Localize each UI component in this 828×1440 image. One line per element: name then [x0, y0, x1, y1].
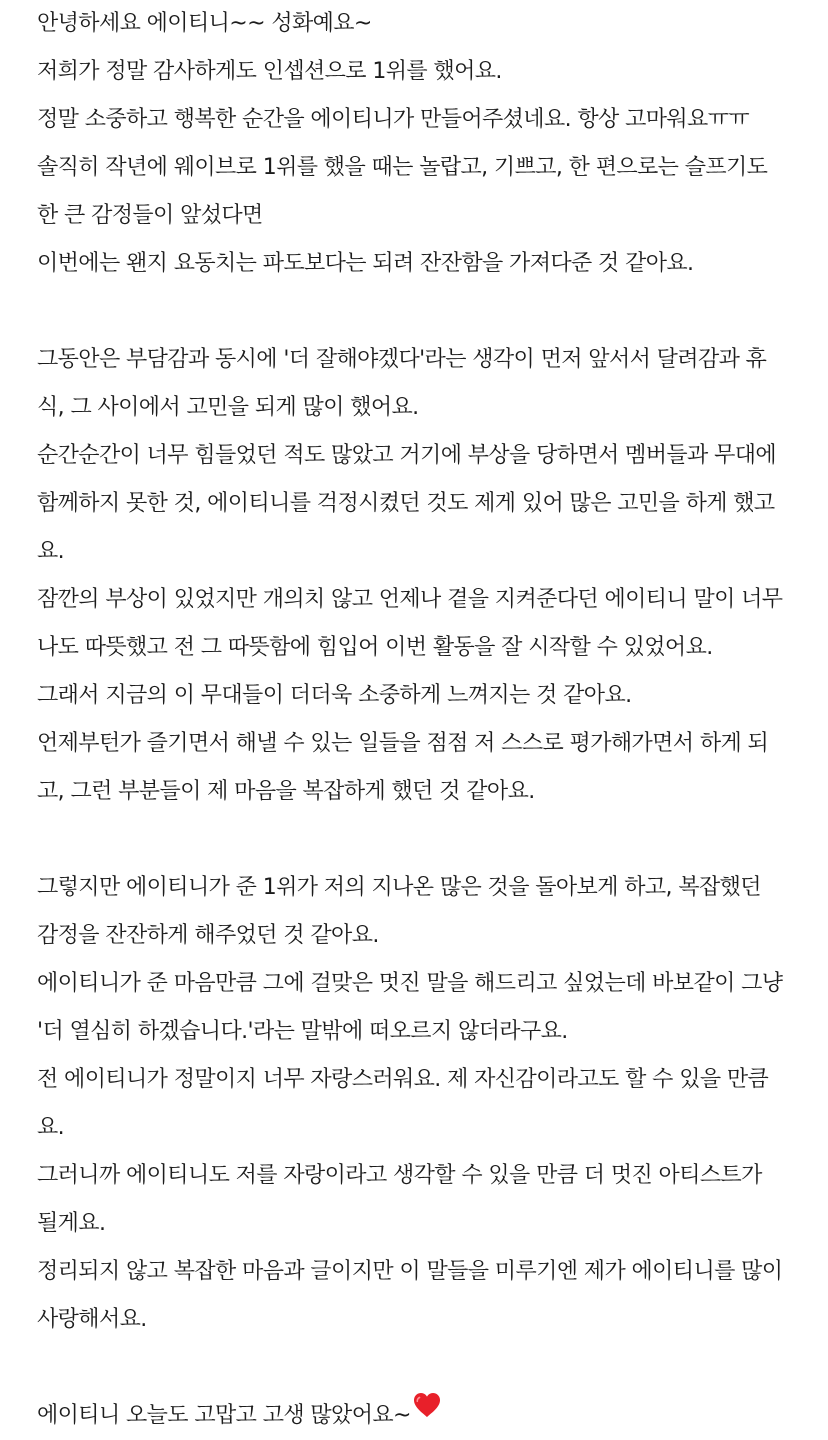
letter-line: 잠깐의 부상이 있었지만 개의치 않고 언제나 곁을 지켜준다던 에이티니 말이 너무: [37, 587, 783, 612]
letter-line: 될게요.: [37, 1211, 106, 1236]
heart-icon: [412, 1389, 442, 1437]
letter-line: 함께하지 못한 것, 에이티니를 걱정시켰던 것도 제게 있어 많은 고민을 하게 했고: [37, 491, 775, 516]
paragraph-gap: [37, 288, 807, 336]
letter-line: 순간순간이 너무 힘들었던 적도 많았고 거기에 부상을 당하면서 멤버들과 무대에: [37, 443, 777, 468]
paragraph-gap: [37, 816, 807, 864]
letter-line: 언제부턴가 즐기면서 해낼 수 있는 일들을 점점 저 스스로 평가해가면서 하게 되: [37, 731, 769, 756]
letter-line: 그동안은 부담감과 동시에 '더 잘해야겠다'라는 생각이 먼저 앞서서 달려감과 휴: [37, 347, 767, 372]
letter-line: 솔직히 작년에 웨이브로 1위를 했을 때는 놀랍고, 기쁘고, 한 편으로는 슬프기도: [37, 155, 768, 180]
letter-line: 정리되지 않고 복잡한 마음과 글이지만 이 말들을 미루기엔 제가 에이티니를 많이: [37, 1259, 783, 1284]
letter-line: 감정을 잔잔하게 해주었던 것 같아요.: [37, 923, 379, 948]
letter-line: 그러니까 에이티니도 저를 자랑이라고 생각할 수 있을 만큼 더 멋진 아티스트가: [37, 1163, 762, 1188]
letter-line: 그렇지만 에이티니가 준 1위가 저의 지나온 많은 것을 돌아보게 하고, 복잡했던: [37, 875, 761, 900]
letter-line: 한 큰 감정들이 앞섰다면: [37, 203, 263, 228]
letter-line: 안녕하세요 에이티니~~ 성화예요~: [37, 11, 372, 36]
letter-line: 요.: [37, 1115, 65, 1140]
letter-line: 요.: [37, 539, 65, 564]
closing-text: 에이티니 오늘도 고맙고 고생 많았어요~: [37, 1403, 411, 1428]
letter-line: '더 열심히 하겠습니다.'라는 말밖에 떠오르지 않더라구요.: [37, 1019, 568, 1044]
letter-line: 나도 따뜻했고 전 그 따뜻함에 힘입어 이번 활동을 잘 시작할 수 있었어요.: [37, 635, 713, 660]
letter-line: 에이티니가 준 마음만큼 그에 걸맞은 멋진 말을 해드리고 싶었는데 바보같이 그냥: [37, 971, 783, 996]
paragraph-gap: [37, 1344, 807, 1392]
letter-line: 사랑해서요.: [37, 1307, 147, 1332]
letter-line: 정말 소중하고 행복한 순간을 에이티니가 만들어주셨네요. 항상 고마워요ㅠㅠ: [37, 107, 750, 132]
letter-line: 전 에이티니가 정말이지 너무 자랑스러워요. 제 자신감이라고도 할 수 있을 만큼: [37, 1067, 769, 1092]
letter-line: 이번에는 왠지 요동치는 파도보다는 되려 잔잔함을 가져다준 것 같아요.: [37, 251, 694, 276]
letter-line: 저희가 정말 감사하게도 인셉션으로 1위를 했어요.: [37, 59, 502, 84]
letter-line: 그래서 지금의 이 무대들이 더더욱 소중하게 느껴지는 것 같아요.: [37, 683, 632, 708]
letter-line: 고, 그런 부분들이 제 마음을 복잡하게 했던 것 같아요.: [37, 779, 535, 804]
letter-line: 식, 그 사이에서 고민을 되게 많이 했어요.: [37, 395, 419, 420]
closing-line: [37, 1392, 807, 1440]
letter-body: [37, 0, 807, 1440]
